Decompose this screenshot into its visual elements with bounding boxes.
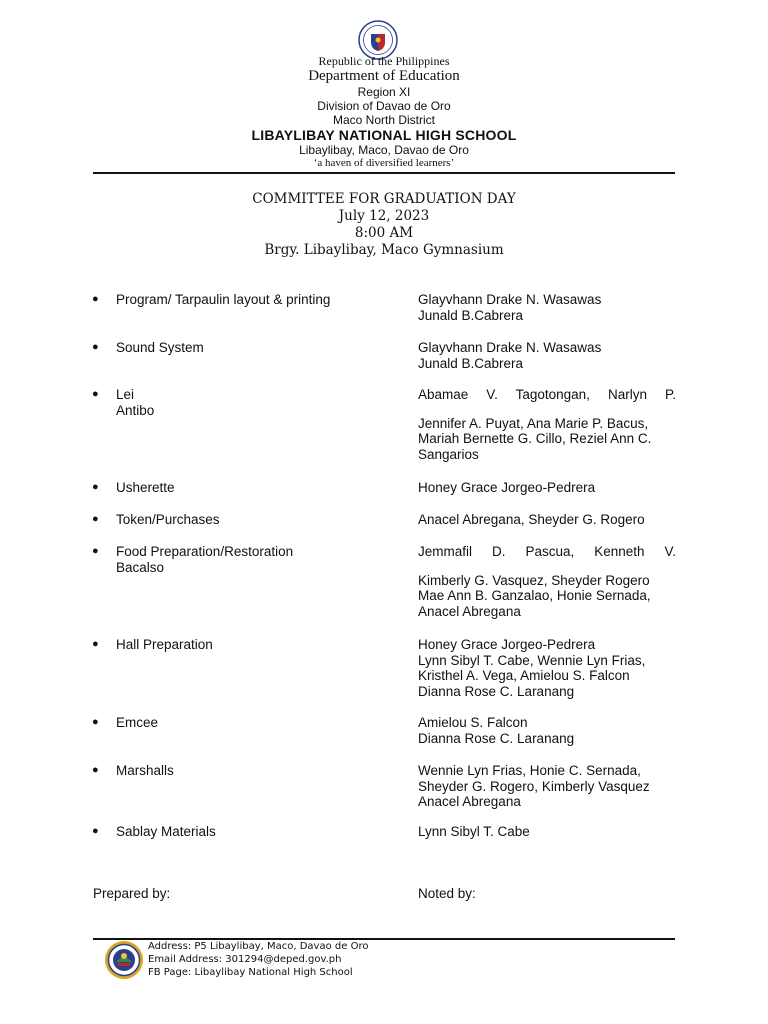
- bullet-icon: ●: [92, 764, 99, 776]
- committee-members: Lynn Sibyl T. Cabe: [418, 824, 530, 839]
- school-name: LIBAYLIBAY NATIONAL HIGH SCHOOL: [251, 127, 517, 143]
- event-time: 8:00 AM: [354, 225, 414, 241]
- footer-address: Address: P5 Libaylibay, Maco, Davao de Oro: [148, 941, 369, 952]
- region-line: Region XI: [357, 85, 411, 99]
- district-line: Maco North District: [332, 113, 436, 127]
- school-logo-icon: [104, 940, 144, 980]
- bullet-icon: ●: [92, 341, 99, 353]
- school-motto: ‘a haven of diversified learners’: [313, 157, 455, 169]
- committee-members: Glayvhann Drake N. Wasawas Junald B.Cabrera: [418, 340, 602, 371]
- header-divider: [93, 172, 675, 174]
- committee-members: Honey Grace Jorgeo-Pedrera: [418, 480, 596, 495]
- committee-task: Sound System: [116, 340, 204, 355]
- document-title: COMMITTEE FOR GRADUATION DAY: [252, 191, 516, 207]
- prepared-by-label: Prepared by:: [93, 886, 171, 901]
- committee-members: Wennie Lyn Frias, Honie C. Sernada, Sheyder G. Rogero, Kimberly Vasquez Anacel Abregana: [418, 763, 650, 809]
- bullet-icon: ●: [92, 825, 99, 837]
- committee-task: Hall Preparation: [116, 637, 213, 652]
- school-address: Libaylibay, Maco, Davao de Oro: [299, 143, 469, 157]
- bullet-icon: ●: [92, 638, 99, 650]
- committee-task: Token/Purchases: [116, 512, 220, 527]
- event-venue: Brgy. Libaylibay, Maco Gymnasium: [264, 242, 504, 258]
- committee-task: Lei Antibo: [116, 387, 155, 418]
- committee-task: Usherette: [116, 480, 175, 495]
- noted-by-label: Noted by:: [418, 886, 476, 901]
- bullet-icon: ●: [92, 388, 99, 400]
- footer-contact: [148, 940, 368, 979]
- footer-email: Email Address: 301294@deped.gov.ph: [148, 954, 342, 965]
- committee-task: Marshalls: [116, 763, 174, 778]
- footer-fb-page: FB Page: Libaylibay National High School: [148, 967, 353, 978]
- bullet-icon: ●: [92, 716, 99, 728]
- committee-task: Emcee: [116, 715, 159, 730]
- committee-members: Honey Grace Jorgeo-Pedrera Lynn Sibyl T. Cabe, Wennie Lyn Frias, Kristhel A. Vega, Amielou S. Falcon Dianna Rose C. Laranang: [418, 637, 646, 699]
- republic-line: Republic of the Philippines: [318, 54, 450, 68]
- committee-task: Food Preparation/Restoration Bacalso: [116, 544, 294, 575]
- committee-members: Anacel Abregana, Sheyder G. Rogero: [418, 512, 645, 527]
- bullet-icon: ●: [92, 545, 99, 557]
- event-date: July 12, 2023: [338, 208, 430, 224]
- bullet-icon: ●: [92, 481, 99, 493]
- committee-members: Abamae V. Tagotongan, Narlyn P. Jennifer A. Puyat, Ana Marie P. Bacus, Mariah Bernette G. Cillo, Reziel Ann C. Sangarios: [418, 387, 676, 462]
- department-line: Department of Education: [308, 68, 460, 84]
- committee-task: Sablay Materials: [116, 824, 216, 839]
- bullet-icon: ●: [92, 293, 99, 305]
- committee-members: Glayvhann Drake N. Wasawas Junald B.Cabrera: [418, 292, 602, 323]
- committee-task: Program/ Tarpaulin layout & printing: [116, 292, 331, 307]
- bullet-icon: ●: [92, 513, 99, 525]
- committee-members: Amielou S. Falcon Dianna Rose C. Laranang: [418, 715, 575, 746]
- committee-members: Jemmafil D. Pascua, Kenneth V. Kimberly G. Vasquez, Sheyder Rogero Mae Ann B. Ganzalao, Honie Sernada, Anacel Abregana: [418, 544, 676, 619]
- division-line: Division of Davao de Oro: [317, 99, 451, 113]
